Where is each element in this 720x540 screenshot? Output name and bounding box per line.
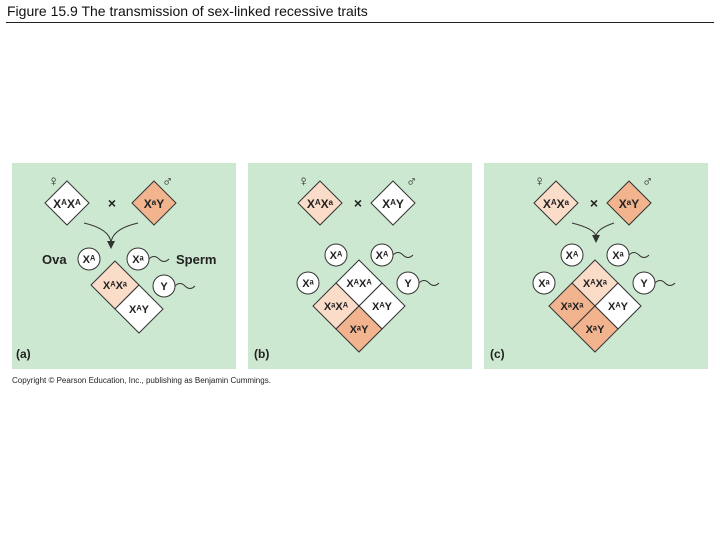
egg-allele: Xᵃ — [302, 278, 314, 290]
arrow-line — [596, 223, 614, 237]
offspring-genotype: XᴬXᵃ — [582, 278, 608, 290]
arrow-line — [111, 223, 138, 243]
sperm-tail-icon — [419, 281, 439, 286]
arrow-line — [572, 223, 596, 237]
female-parent-genotype: XᴬXᵃ — [306, 197, 334, 211]
offspring-genotype: XᵃXᴬ — [323, 301, 349, 313]
panel-label: (a) — [16, 347, 31, 361]
panel-c — [484, 163, 708, 369]
arrow-head-icon — [592, 235, 600, 243]
title-divider — [6, 22, 714, 23]
panel-a — [12, 163, 236, 369]
offspring-genotype: XᵃY — [585, 324, 605, 336]
female-symbol-icon: ♀ — [298, 173, 310, 190]
egg-allele: Xᴬ — [82, 254, 96, 266]
offspring-genotype: XᴬXᴬ — [346, 278, 372, 290]
male-symbol-icon: ♂ — [642, 173, 654, 190]
sperm-allele: Y — [404, 278, 412, 290]
sperm-tail-icon — [655, 281, 675, 286]
offspring-genotype: XᴬXᵃ — [102, 280, 128, 292]
sperm-tail-icon — [629, 253, 649, 258]
male-parent-genotype: XᴬY — [382, 197, 404, 211]
offspring-genotype: XᴬY — [371, 301, 393, 313]
offspring-genotype: XᵃY — [349, 324, 369, 336]
arrow-head-icon — [107, 241, 115, 249]
panel-b — [248, 163, 472, 369]
female-parent-genotype: XᴬXᵃ — [542, 197, 570, 211]
offspring-genotype: XᴬY — [128, 304, 150, 316]
female-parent-genotype: XᴬXᴬ — [53, 197, 81, 211]
offspring-genotype: XᵃXᵃ — [560, 301, 584, 313]
female-symbol-icon: ♀ — [48, 173, 60, 190]
egg-allele: Xᵃ — [538, 278, 550, 290]
page-title: Figure 15.9 The transmission of sex-linked recessive traits — [7, 3, 368, 19]
sperm-label: Sperm — [176, 252, 217, 267]
male-symbol-icon: ♂ — [162, 173, 174, 190]
sperm-tail-icon — [175, 284, 195, 289]
egg-allele: Xᴬ — [329, 250, 343, 262]
cross-symbol: × — [107, 195, 117, 211]
cross-symbol: × — [589, 195, 599, 211]
sperm-tail-icon — [393, 253, 413, 258]
offspring-genotype: XᴬY — [607, 301, 629, 313]
arrow-line — [84, 223, 111, 243]
panel-label: (c) — [490, 347, 505, 361]
sperm-allele: Xᵃ — [132, 254, 144, 266]
sperm-allele: Xᵃ — [612, 250, 624, 262]
ova-label: Ova — [42, 252, 67, 267]
egg-allele: Xᴬ — [565, 250, 579, 262]
sperm-allele: Y — [160, 281, 168, 293]
sperm-allele: Y — [640, 278, 648, 290]
female-symbol-icon: ♀ — [534, 173, 546, 190]
male-parent-genotype: XᵃY — [143, 197, 165, 211]
cross-symbol: × — [353, 195, 363, 211]
copyright-notice: Copyright © Pearson Education, Inc., publishing as Benjamin Cummings. — [12, 376, 271, 385]
male-symbol-icon: ♂ — [406, 173, 418, 190]
sperm-tail-icon — [149, 257, 169, 262]
male-parent-genotype: XᵃY — [618, 197, 640, 211]
panel-label: (b) — [254, 347, 270, 361]
sperm-allele: Xᴬ — [375, 250, 389, 262]
